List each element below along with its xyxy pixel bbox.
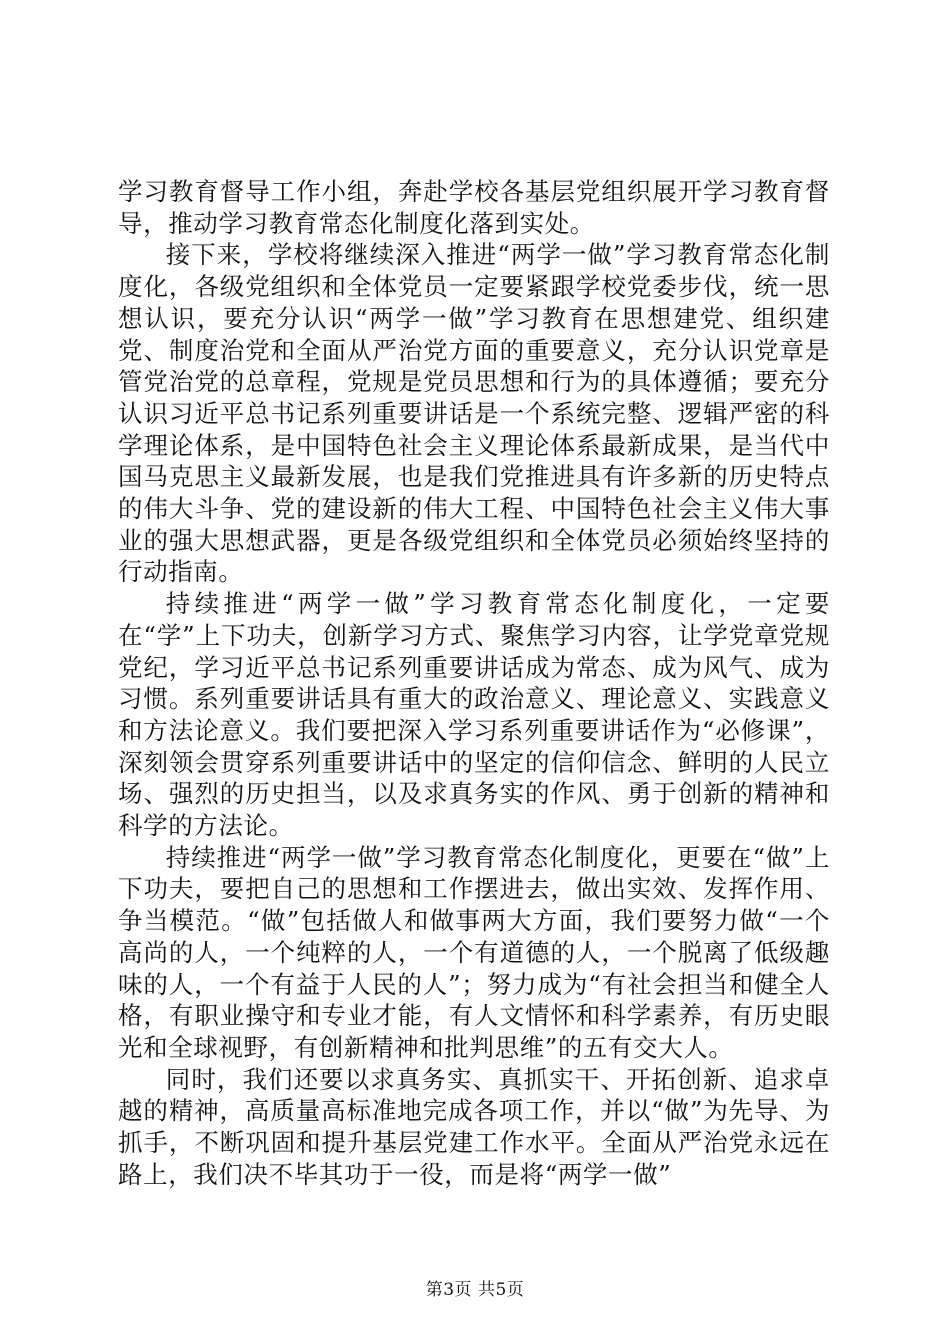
paragraph-1: 学习教育督导工作小组，奔赴学校各基层党组织展开学习教育督导，推动学习教育常态化制度化落到实处。 — [118, 177, 830, 238]
paragraph-2: 接下来，学校将继续深入推进“两学一做”学习教育常态化制度化，各级党组织和全体党员一定要紧跟学校党委步伐，统一思想认识，要充分认识“两学一做”学习教育在思想建党、组织建党、制度治党和全面从严治党方面的重要意义，充分认识党章是管党治党的总章程，党规是党员思想和行为的具体遵循；要充分认识习近平总书记系列重要讲话是一个系统完整、逻辑严密的科学理论体系，是中国特色社会主义理论体系最新成果，是当代中国马克思主义最新发展，也是我们党推进具有许多新的历史特点的伟大斗争、党的建设新的伟大工程、中国特色社会主义伟大事业的强大思想武器，更是各级党组织和全体党员必须始终坚持的行动指南。 — [118, 240, 830, 587]
document-body — [118, 176, 830, 1191]
paragraph-5: 同时，我们还要以求真务实、真抓实干、开拓创新、追求卓越的精神，高质量高标准地完成各项工作，并以“做”为先导、为抓手，不断巩固和提升基层党建工作水平。全面从严治党永远在路上，我们决不毕其功于一役，而是将“两学一做” — [118, 1064, 830, 1189]
page-number-footer: 第3页 共5页 — [425, 1280, 525, 1300]
paragraph-3: 持续推进“两学一做”学习教育常态化制度化，一定要在“学”上下功夫，创新学习方式、聚焦学习内容，让学党章党规党纪，学习近平总书记系列重要讲话成为常态、成为风气、成为习惯。系列重要讲话具有重大的政治意义、理论意义、实践意义和方法论意义。我们要把深入学习系列重要讲话作为“必修课”，深刻领会贯穿系列重要讲话中的坚定的信仰信念、鲜明的人民立场、强烈的历史担当，以及求真务实的作风、勇于创新的精神和科学的方法论。 — [118, 589, 830, 841]
paragraph-4: 持续推进“两学一做”学习教育常态化制度化，更要在“做”上下功夫，要把自己的思想和工作摆进去，做出实效、发挥作用、争当模范。“做”包括做人和做事两大方面，我们要努力做“一个高尚的人，一个纯粹的人，一个有道德的人，一个脱离了低级趣味的人，一个有益于人民的人”；努力成为“有社会担当和健全人格，有职业操守和专业才能，有人文情怀和科学素养，有历史眼光和全球视野，有创新精神和批判思维”的五有交大人。 — [118, 842, 830, 1062]
